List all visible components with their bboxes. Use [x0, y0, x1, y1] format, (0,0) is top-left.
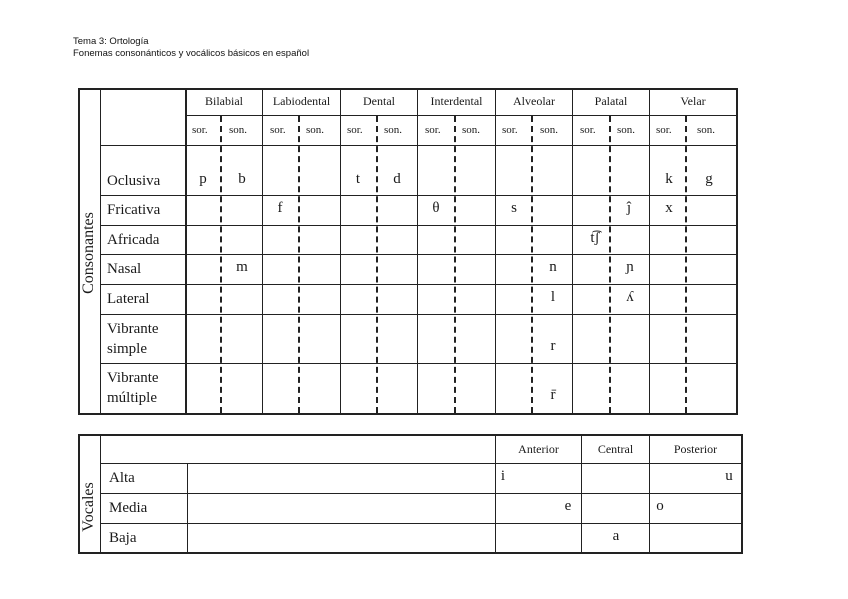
- phoneme-ll: ʎ: [626, 289, 634, 305]
- vowel-col-anterior: Anterior: [518, 442, 559, 456]
- phoneme-l: l: [550, 289, 556, 305]
- vowel-col-central: Central: [597, 442, 634, 456]
- manner-lateral: Lateral: [107, 291, 150, 307]
- vowel-a: a: [612, 528, 620, 544]
- consonants-group-label: Consonantes: [80, 212, 97, 294]
- phoneme-ny: ɲ: [626, 259, 634, 275]
- phoneme-n: n: [549, 259, 557, 275]
- phoneme-p: p: [199, 171, 207, 187]
- vowels-group-label: Vocales: [80, 482, 97, 532]
- voicing-son: son.: [540, 124, 559, 136]
- place-header-interdental: Interdental: [430, 94, 483, 108]
- phoneme-theta: θ: [432, 200, 440, 216]
- voicing-sor: sor.: [270, 124, 286, 136]
- manner-fricativa: Fricativa: [107, 202, 161, 218]
- phoneme-y: ĵ: [626, 200, 632, 216]
- manner-vibrante-multiple: Vibrante múltiple: [107, 370, 159, 406]
- manner-africada: Africada: [107, 232, 160, 248]
- document-subtitle: Fonemas consonánticos y vocálicos básicos en español: [73, 48, 310, 59]
- vowel-e: e: [564, 498, 572, 514]
- document-title: Tema 3: Ortología: [73, 36, 149, 47]
- phoneme-s: s: [511, 200, 517, 216]
- phoneme-g: g: [705, 171, 713, 187]
- voicing-sor: sor.: [502, 124, 518, 136]
- voicing-son: son.: [384, 124, 403, 136]
- phoneme-m: m: [236, 259, 248, 275]
- vowel-row-media: Media: [109, 500, 148, 516]
- vowel-i: i: [500, 468, 506, 484]
- voicing-sor: sor.: [656, 124, 672, 136]
- voicing-son: son.: [462, 124, 481, 136]
- voicing-sor: sor.: [192, 124, 208, 136]
- voicing-sor: sor.: [347, 124, 363, 136]
- manner-vibrante-simple: Vibrante simple: [107, 321, 159, 357]
- place-header-velar: Velar: [680, 94, 706, 108]
- vowel-row-alta: Alta: [109, 470, 135, 486]
- phoneme-x: x: [665, 200, 673, 216]
- phoneme-k: k: [665, 171, 673, 187]
- phoneme-t: t: [355, 171, 361, 187]
- place-header-dental: Dental: [363, 94, 395, 108]
- phoneme-d: d: [393, 171, 401, 187]
- place-header-bilabial: Bilabial: [205, 94, 243, 108]
- manner-nasal: Nasal: [107, 261, 142, 277]
- voicing-son: son.: [306, 124, 325, 136]
- phoneme-r: r: [550, 338, 556, 354]
- voicing-sor: sor.: [425, 124, 441, 136]
- place-header-labiodental: Labiodental: [272, 94, 331, 108]
- voicing-son: son.: [617, 124, 636, 136]
- phoneme-ch: t͡ʃ: [590, 230, 600, 246]
- voicing-son: son.: [697, 124, 716, 136]
- vowel-col-posterior: Posterior: [673, 442, 718, 456]
- place-header-alveolar: Alveolar: [513, 94, 555, 108]
- voicing-sor: sor.: [580, 124, 596, 136]
- phoneme-f: f: [277, 200, 283, 216]
- phoneme-rr: r̄: [550, 387, 556, 403]
- manner-oclusiva: Oclusiva: [107, 173, 161, 189]
- vowel-row-baja: Baja: [109, 530, 137, 546]
- phoneme-b: b: [238, 171, 246, 187]
- vowel-o: o: [656, 498, 664, 514]
- place-header-palatal: Palatal: [594, 94, 628, 108]
- vowel-u: u: [725, 468, 733, 484]
- voicing-son: son.: [229, 124, 248, 136]
